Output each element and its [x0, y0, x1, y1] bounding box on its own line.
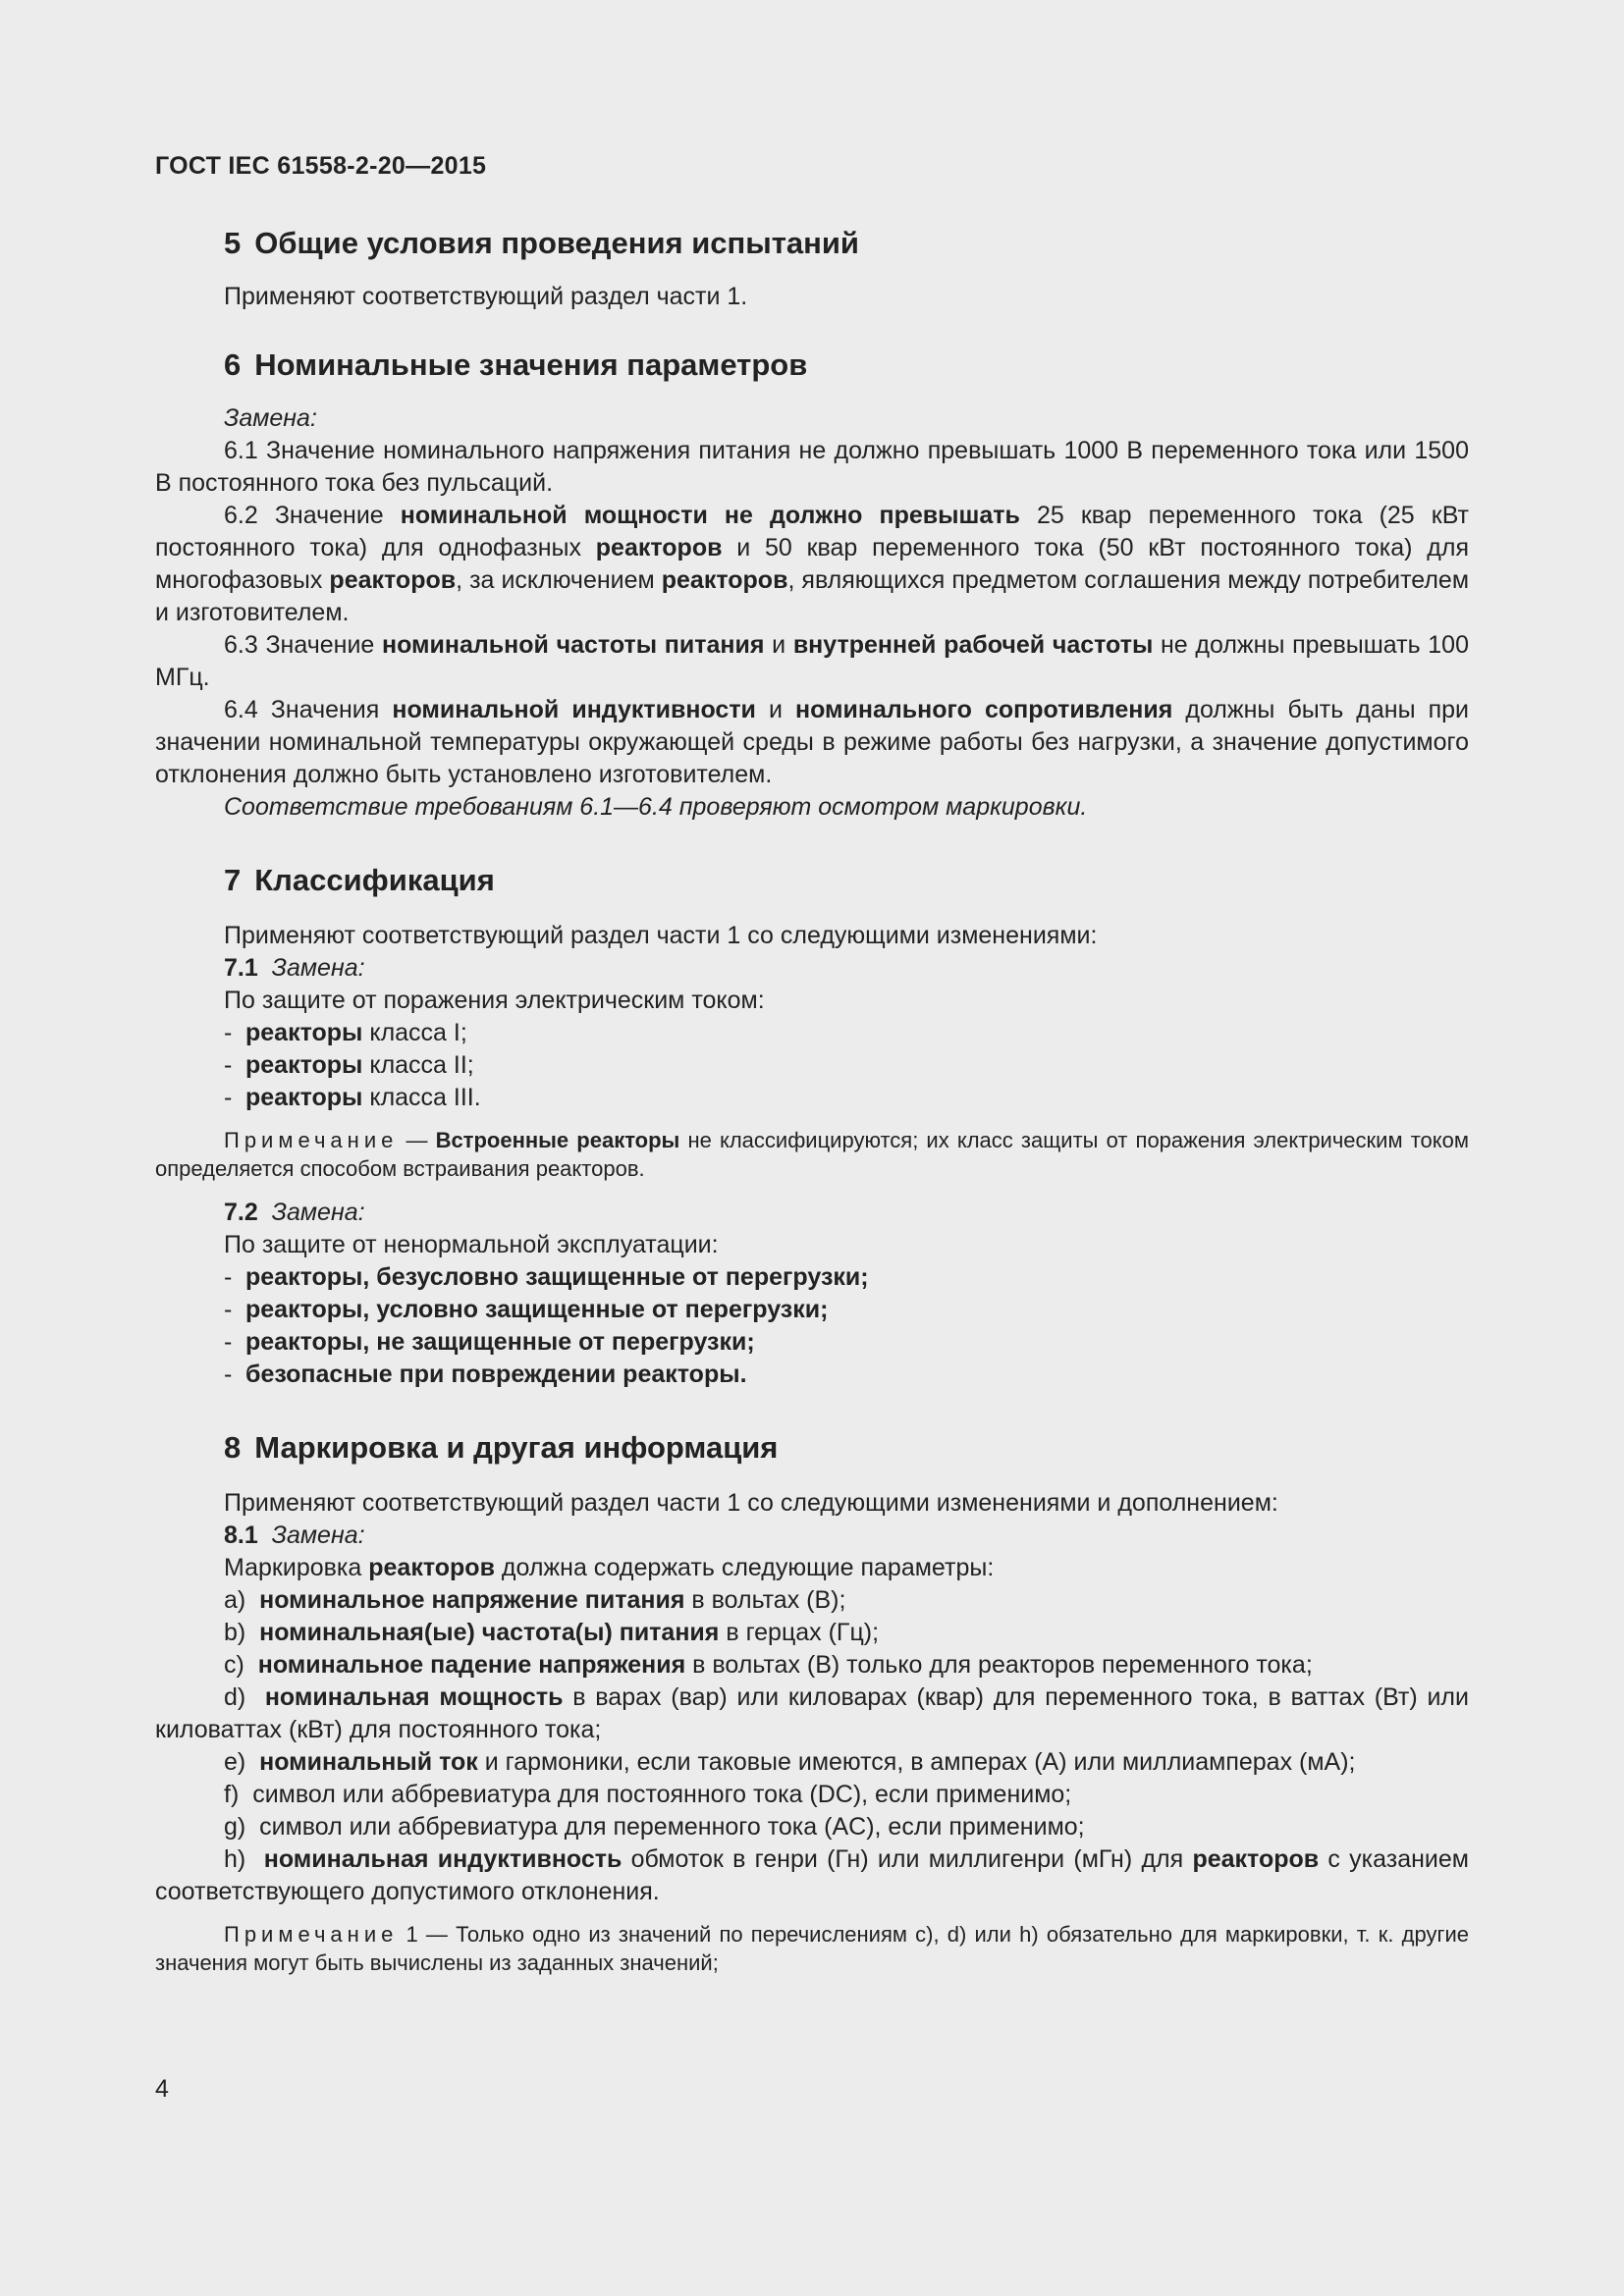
list-item: h) номинальная индуктивность обмоток в генри (Гн) или миллигенри (мГн) для реакторов с указанием соответствующего допустимого отклонения. — [155, 1845, 1469, 1905]
document-body — [155, 224, 1469, 1977]
list-item: e) номинальный ток и гармоники, если таковые имеются, в амперах (А) или миллиамперах (мА); — [224, 1748, 1356, 1776]
list-item: g) символ или аббревиатура для переменного тока (AC), если применимо; — [224, 1813, 1085, 1841]
section-6-replacement: Замена: — [224, 404, 317, 432]
section-8-intro: Применяют соответствующий раздел части 1 со следующими изменениями и дополнением: — [224, 1489, 1278, 1517]
clause-6-2: 6.2 Значение номинальной мощности не должно превышать 25 квар переменного тока (25 кВт постоянного тока) для однофазных реакторов и 50 квар переменного тока (50 кВт постоянного тока) для многофазовых реакторов, за исключением реакторов, являющихся предметом соглашения между потребителем и изготовителем. — [155, 502, 1470, 626]
list-item: d) номинальная мощность в варах (вар) или киловарах (квар) для переменного тока, в ваттах (Вт) или киловаттах (кВт) для постоянного тока; — [155, 1683, 1469, 1743]
section-8-heading: 8 Маркировка и другая информация — [224, 1430, 779, 1465]
section-8-note: Примечание 1 — Только одно из значений по перечислениям c), d) или h) обязательно для маркировки, т. к. другие значения могут быть вычислены из заданных значений; — [155, 1922, 1470, 1975]
clause-7-1-title: 7.1 Замена: — [224, 954, 365, 982]
list-item: a) номинальное напряжение питания в вольтах (В); — [224, 1586, 846, 1614]
section-7-heading: 7 Классификация — [224, 863, 495, 897]
section-6-compliance: Соответствие требованиям 6.1—6.4 проверяют осмотром маркировки. — [224, 793, 1088, 821]
list-item: b) номинальная(ые) частота(ы) питания в герцах (Гц); — [224, 1619, 880, 1646]
clause-6-4: 6.4 Значения номинальной индуктивности и номинального сопротивления должны быть даны при значении номинальной температуры окружающей среды в режиме работы без нагрузки, а значение допустимого отклонения должно быть установлено изготовителем. — [155, 696, 1469, 788]
list-item: f) символ или аббревиатура для постоянного тока (DC), если применимо; — [224, 1781, 1072, 1808]
section-5-heading: 5 Общие условия проведения испытаний — [224, 226, 859, 260]
list-item: c) номинальное падение напряжения в вольтах (В) только для реакторов переменного тока; — [224, 1651, 1313, 1679]
clause-7-1-lead: По защите от поражения электрическим током: — [224, 987, 765, 1014]
clause-8-1-title: 8.1 Замена: — [224, 1522, 365, 1549]
list-item: - реакторы, безусловно защищенные от перегрузки; — [224, 1263, 869, 1291]
clause-6-1: 6.1 Значение номинального напряжения питания не должно превышать 1000 В переменного тока или 1500 В постоянного тока без пульсаций. — [155, 437, 1469, 497]
list-item: - реакторы класса III. — [224, 1084, 481, 1111]
clause-8-1-lead: Маркировка реакторов должна содержать следующие параметры: — [224, 1554, 995, 1581]
clause-7-2-lead: По защите от ненормальной эксплуатации: — [224, 1231, 719, 1258]
section-6-heading: 6 Номинальные значения параметров — [224, 347, 808, 382]
clause-7-2-title: 7.2 Замена: — [224, 1199, 365, 1226]
page-number: 4 — [155, 2075, 169, 2103]
list-item: - реакторы, условно защищенные от перегрузки; — [224, 1296, 829, 1323]
document-header: ГОСТ IEC 61558-2-20—2015 — [155, 152, 487, 180]
list-item: - реакторы, не защищенные от перегрузки; — [224, 1328, 755, 1356]
clause-6-3: 6.3 Значение номинальной частоты питания и внутренней рабочей частоты не должны превышать 100 МГц. — [155, 631, 1469, 691]
section-7-intro: Применяют соответствующий раздел части 1 со следующими изменениями: — [224, 922, 1098, 949]
list-item: - реакторы класса I; — [224, 1019, 467, 1046]
section-7-note: Примечание — Встроенные реакторы не классифицируются; их класс защиты от поражения электрическим током определяется способом встраивания реакторов. — [155, 1128, 1469, 1181]
list-item: - реакторы класса II; — [224, 1051, 474, 1079]
list-item: - безопасные при повреждении реакторы. — [224, 1361, 747, 1388]
section-5-text: Применяют соответствующий раздел части 1. — [224, 283, 748, 310]
